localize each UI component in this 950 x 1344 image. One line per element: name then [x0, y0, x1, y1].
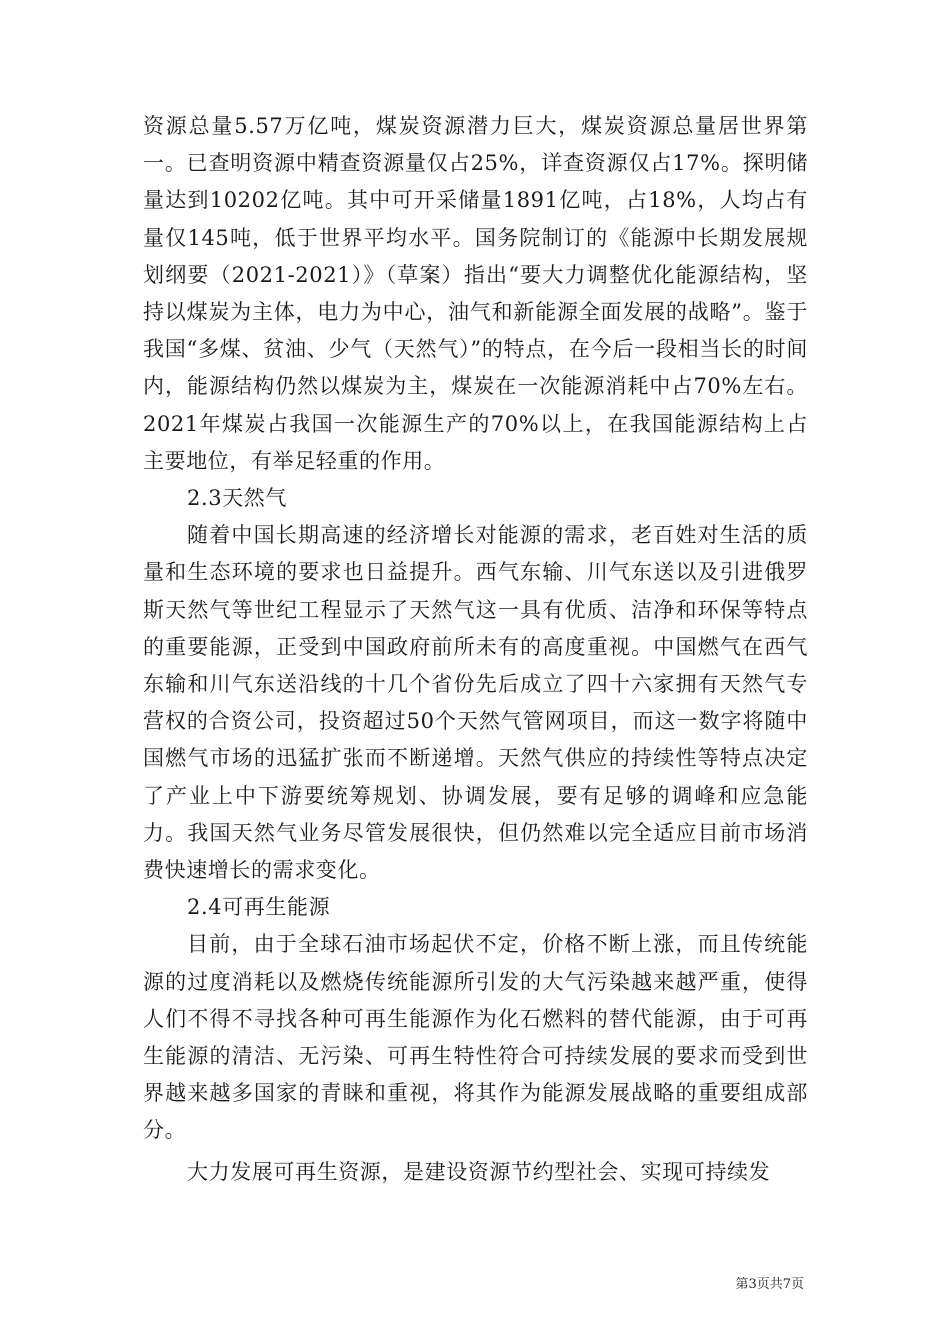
section-heading-natural-gas: 2.3天然气	[187, 486, 287, 511]
paragraph-renewable-development: 大力发展可再生资源，是建设资源节约型社会、实现可持续发	[187, 1159, 771, 1184]
paragraph-renewable-energy: 目前，由于全球石油市场起伏不定，价格不断上涨，而且传统能源的过度消耗以及燃烧传统能源所引发的大气污染越来越严重，使得人们不得不寻找各种可再生能源作为化石燃料的替代能源，由于可再生能源的清洁、无污染、可再生特性符合可持续发展的要求而受到世界越来越多国家的青睐和重视，将其作为能源发展战略的重要组成部分。	[143, 932, 808, 1143]
document-body	[143, 108, 808, 1191]
section-heading-renewable-energy: 2.4可再生能源	[187, 895, 331, 920]
page-number-footer: 第3页共7页	[735, 1277, 804, 1292]
paragraph-coal-continued: 资源总量5.57万亿吨，煤炭资源潜力巨大，煤炭资源总量居世界第一。已查明资源中精查资源量仅占25%，详查资源仅占17%。探明储量达到10202亿吨。其中可开采储量1891亿吨，占18%，人均占有量仅145吨，低于世界平均水平。国务院制订的《能源中长期发展规划纲要（2021-2021）》（草案）指出“要大力调整优化能源结构，坚持以煤炭为主体，电力为中心，油气和新能源全面发展的战略”。鉴于我国“多煤、贫油、少气（天然气）”的特点，在今后一段相当长的时间内，能源结构仍然以煤炭为主，煤炭在一次能源消耗中占70%左右。2021年煤炭占我国一次能源生产的70%以上，在我国能源结构上占主要地位，有举足轻重的作用。	[143, 114, 808, 473]
paragraph-natural-gas: 随着中国长期高速的经济增长对能源的需求，老百姓对生活的质量和生态环境的要求也日益提升。西气东输、川气东送以及引进俄罗斯天然气等世纪工程显示了天然气这一具有优质、洁净和环保等特点的重要能源，正受到中国政府前所未有的高度重视。中国燃气在西气东输和川气东送沿线的十几个省份先后成立了四十六家拥有天然气专营权的合资公司，投资超过50个天然气管网项目，而这一数字将随中国燃气市场的迅猛扩张而不断递增。天然气供应的持续性等特点决定了产业上中下游要统筹规划、协调发展，要有足够的调峰和应急能力。我国天然气业务尽管发展很快，但仍然难以完全适应目前市场消费快速增长的需求变化。	[143, 523, 808, 883]
